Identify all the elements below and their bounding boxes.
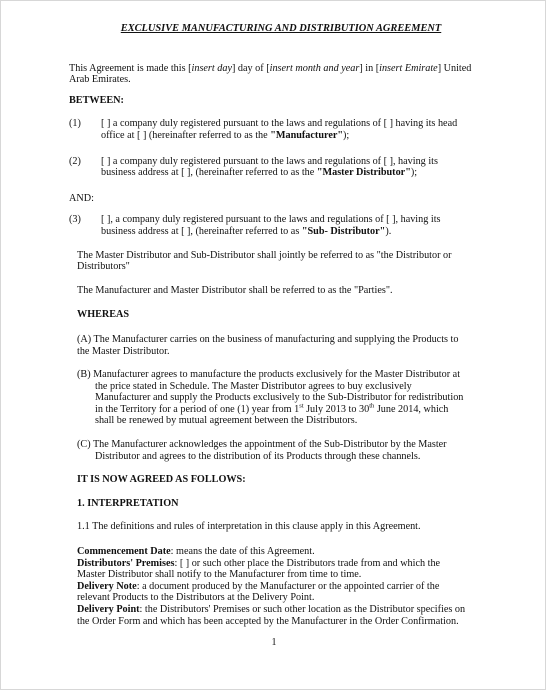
party-role: "Manufacturer" [270, 129, 344, 141]
recital-line: the price stated in Schedule. The Master Distributor agrees to buy exclusively [95, 380, 412, 392]
party-text [101, 118, 457, 141]
intro-month-placeholder: insert month and year [269, 62, 360, 74]
ordinal-suffix: th [369, 402, 375, 410]
definition-item [77, 581, 489, 593]
agreement-title: EXCLUSIVE MANUFACTURING AND DISTRIBUTION AGREEMENT [120, 23, 442, 34]
party-text [101, 214, 441, 237]
jointly-line: Distributors" [77, 261, 130, 273]
party-role: "Master Distributor" [316, 167, 411, 179]
definition-item [77, 546, 489, 558]
party-number: (1) [69, 118, 81, 130]
section-interpretation-heading: 1. INTERPRETATION [77, 497, 179, 509]
recital-b [77, 369, 489, 427]
intro-text: ] United [437, 62, 472, 74]
recital-line: Distributor and agrees to the distribution of its Products through these channels. [95, 450, 421, 462]
party-line: ); [410, 167, 418, 179]
definition-text: : [ ] or such other place the Distributors trade from and which the [174, 557, 441, 569]
party-line: [ ] a company duly registered pursuant to the laws and regulations of [ ], having its [101, 155, 438, 167]
definition-term: Delivery Note [77, 580, 137, 592]
definition-term: Delivery Point [77, 604, 140, 615]
definition-term: Distributors' Premises [77, 557, 175, 569]
ordinal-suffix: st [299, 402, 304, 410]
party-line: business address at [ ], (hereinafter referred to as [101, 225, 302, 237]
party-line: ). [385, 225, 392, 237]
recital-line: Manufacturer and supply the Products exclusively to the Sub-Distributor for redistribution [95, 392, 464, 404]
whereas-heading: WHEREAS [77, 309, 130, 321]
page-number: 1 [271, 637, 277, 648]
party-line: business address at [ ], (hereinafter referred to as the [101, 167, 317, 179]
recital-lead: (A) The Manufacturer carries on the business of manufacturing and supplying the Products to [77, 333, 459, 345]
definition-text: : the Distributors' Premises or such other location as the Distributor specifies on [139, 604, 466, 615]
definition-text: : means the date of this Agreement. [170, 546, 315, 558]
recital-a [77, 334, 489, 357]
party-number: (2) [69, 155, 81, 167]
party-text [101, 156, 438, 179]
definition-item [77, 558, 489, 570]
recital-text: June 2014, which [374, 403, 449, 415]
definition-text: : a document produced by the Manufacturer or the appointed carrier of the [136, 580, 440, 592]
definition-text: Master Distributor shall notify to the Manufacturer from time to time. [77, 569, 362, 581]
party-number: (3) [69, 214, 81, 226]
clause-1-1: 1.1 The definitions and rules of interpretation in this clause apply in this Agreement. [77, 521, 421, 533]
intro-day-placeholder: insert day [191, 62, 232, 74]
recital-line: shall be renewed by mutual agreement between the Distributors. [95, 415, 358, 427]
definition-text: relevant Products to the Distributors at the Delivery Point. [77, 592, 315, 604]
party-line: ); [343, 129, 350, 141]
between-heading: BETWEEN: [69, 94, 124, 106]
party-2 [69, 156, 489, 179]
recital-text: July 2013 to 30 [303, 403, 370, 415]
and-label: AND: [69, 192, 94, 204]
intro-text: Arab Emirates. [69, 74, 131, 86]
parties-definition: The Manufacturer and Master Distributor shall be referred to as the "Parties". [77, 284, 393, 296]
intro-paragraph [69, 63, 489, 86]
definition-item [77, 604, 489, 616]
definition-text: the Order Form and which has been accepted by the Manufacturer in the Order Confirmation. [77, 615, 459, 627]
jointly-line: The Master Distributor and Sub-Distributor shall jointly be referred to as "the Distributor or [77, 249, 452, 261]
party-line: office at [ ] (hereinafter referred to as the [101, 129, 271, 141]
definition-term: Commencement Date [77, 546, 171, 558]
intro-text: This Agreement is made this [ [69, 62, 192, 74]
recital-lead: (B) Manufacturer agrees to manufacture the products exclusively for the Master Distributor at [77, 369, 461, 381]
party-line: [ ] a company duly registered pursuant to the laws and regulations of [ ] having its head [101, 118, 458, 130]
definitions-list [77, 546, 489, 627]
recital-line: the Master Distributor. [77, 345, 170, 357]
party-3 [69, 214, 489, 237]
jointly-paragraph [77, 250, 489, 273]
recital-line [77, 404, 489, 416]
party-role: "Sub- Distributor" [301, 225, 386, 237]
document-body [69, 23, 489, 627]
agreed-heading: IT IS NOW AGREED AS FOLLOWS: [77, 474, 246, 486]
recital-c [77, 439, 489, 462]
intro-text: ] in [ [359, 62, 380, 74]
intro-text: ] day of [ [231, 62, 270, 74]
intro-emirate-placeholder: insert Emirate [379, 62, 438, 74]
recital-lead: (C) The Manufacturer acknowledges the appointment of the Sub-Distributor by the Master [77, 439, 447, 451]
recital-text: in the Territory for a period of one (1) year from 1 [95, 403, 300, 415]
party-line: [ ], a company duly registered pursuant to the laws and regulations of [ ], having its [101, 214, 441, 226]
party-1 [69, 118, 489, 141]
